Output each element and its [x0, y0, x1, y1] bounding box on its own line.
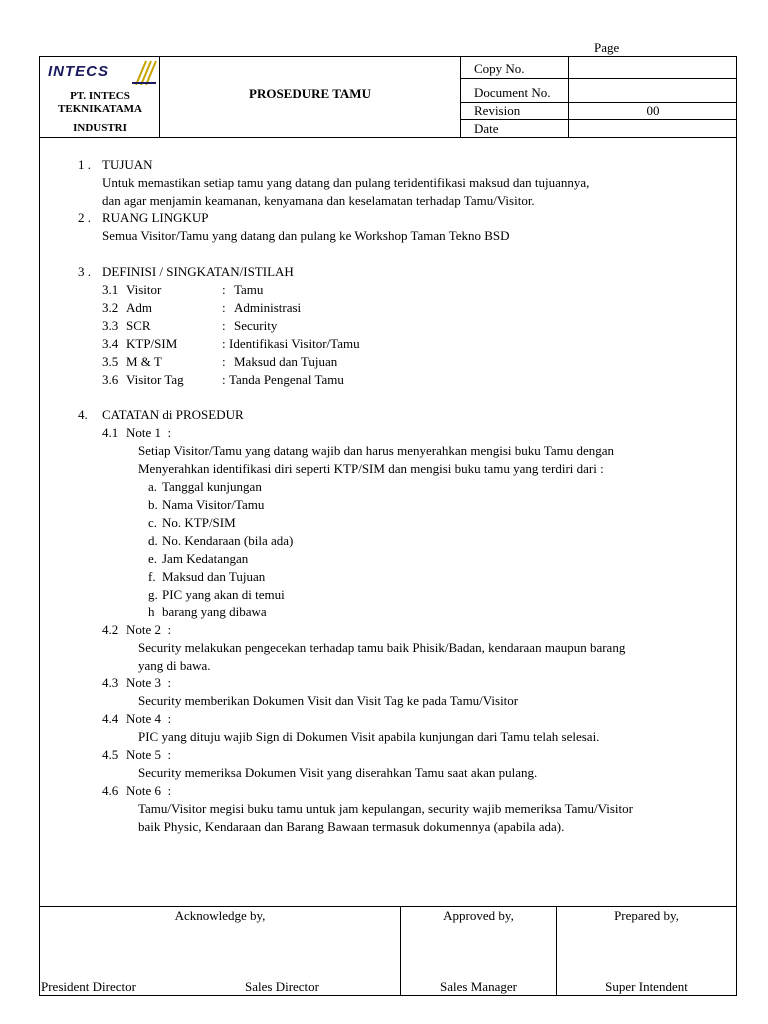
- note-text-line: Menyerahkan identifikasi diri seperti KTP/SIM dan mengisi buku tamu yang terdiri dari :: [138, 461, 604, 476]
- note-text-line: Security melakukan pengecekan terhadap tamu baik Phisik/Badan, kendaraan maupun barang: [138, 640, 626, 655]
- section-2-text-line-1: Semua Visitor/Tamu yang datang dan pulang ke Workshop Taman Tekno BSD: [102, 228, 510, 243]
- definition-text: Security: [234, 318, 278, 333]
- note-text-line: Tamu/Visitor megisi buku tamu untuk jam kepulangan, security wajib memeriksa Tamu/Visitor: [138, 801, 633, 816]
- list-item-marker: d.: [148, 533, 158, 548]
- list-item-text: Nama Visitor/Tamu: [162, 497, 265, 512]
- company-name-line-1: PT. INTECS: [70, 90, 130, 102]
- list-item-marker: f.: [148, 569, 156, 584]
- note-number: 4.2: [102, 622, 119, 637]
- list-item-text: PIC yang akan di temui: [162, 587, 285, 602]
- meta-copy-label: Copy No.: [474, 61, 525, 76]
- definition-term: SCR: [126, 318, 151, 333]
- header-title-divider: [460, 56, 461, 138]
- prepared-by-label: Prepared by,: [614, 908, 679, 923]
- definition-separator: :: [222, 282, 226, 297]
- note-label: Note 5 :: [126, 747, 172, 762]
- company-name-line-3: INDUSTRI: [73, 122, 127, 134]
- list-item-marker: h: [148, 604, 155, 619]
- meta-revision-value: 00: [646, 103, 660, 118]
- list-item-marker: a.: [148, 479, 158, 494]
- section-1-number: 1 .: [78, 157, 91, 172]
- definition-number: 3.6: [102, 372, 119, 387]
- section-3-title: DEFINISI / SINGKATAN/ISTILAH: [102, 264, 294, 279]
- company-logo: [44, 59, 160, 87]
- note-number: 4.6: [102, 783, 119, 798]
- definition-text: Identifikasi Visitor/Tamu: [229, 336, 360, 351]
- signatory-president-director: President Director: [41, 979, 136, 994]
- note-number: 4.5: [102, 747, 119, 762]
- note-text-line: baik Physic, Kendaraan dan Barang Bawaan termasuk dokumennya (apabila ada).: [138, 819, 565, 834]
- note-number: 4.4: [102, 711, 119, 726]
- footer-top-line: [39, 906, 737, 907]
- note-label: Note 1 :: [126, 425, 172, 440]
- list-item-text: No. KTP/SIM: [162, 515, 236, 530]
- definition-number: 3.2: [102, 300, 119, 315]
- definition-term: Visitor: [126, 282, 162, 297]
- logo-wordmark: INTECS: [48, 63, 110, 80]
- definition-separator: :: [222, 354, 226, 369]
- list-item-text: Maksud dan Tujuan: [162, 569, 266, 584]
- acknowledge-by-label: Acknowledge by,: [174, 908, 266, 923]
- header-meta-divider: [568, 56, 569, 138]
- list-item-marker: c.: [148, 515, 158, 530]
- header-bottom-line: [39, 137, 737, 138]
- list-item-text: No. Kendaraan (bila ada): [162, 533, 294, 548]
- list-item-text: barang yang dibawa: [162, 604, 267, 619]
- definition-term: KTP/SIM: [126, 336, 178, 351]
- approved-by-label: Approved by,: [443, 908, 514, 923]
- meta-revision-label: Revision: [474, 103, 521, 118]
- section-4-number: 4.: [78, 407, 88, 422]
- signatory-sales-director: Sales Director: [245, 979, 320, 994]
- note-text-line: yang di bawa.: [138, 658, 211, 673]
- signatory-sales-manager: Sales Manager: [440, 979, 517, 994]
- definition-term: Adm: [126, 300, 152, 315]
- list-item-marker: e.: [148, 551, 158, 566]
- section-2-title: RUANG LINGKUP: [102, 210, 209, 225]
- page-label: Page: [594, 40, 620, 55]
- note-label: Note 6 :: [126, 783, 172, 798]
- section-1-text-line-2: dan agar menjamin keamanan, kenyamana dan keselamatan terhadap Tamu/Visitor.: [102, 193, 535, 208]
- document-title: PROSEDURE TAMU: [249, 86, 371, 101]
- definition-separator: :: [222, 300, 226, 315]
- meta-row-line-1: [460, 78, 737, 79]
- note-label: Note 2 :: [126, 622, 172, 637]
- border-left: [39, 56, 40, 996]
- signatory-super-intendent: Super Intendent: [605, 979, 688, 994]
- definition-text: Tanda Pengenal Tamu: [229, 372, 344, 387]
- note-text-line: PIC yang dituju wajib Sign di Dokumen Visit apabila kunjungan dari Tamu telah selesai.: [138, 729, 600, 744]
- list-item-text: Jam Kedatangan: [162, 551, 249, 566]
- note-text-line: Security memeriksa Dokumen Visit yang diserahkan Tamu saat akan pulang.: [138, 765, 538, 780]
- section-4-title: CATATAN di PROSEDUR: [102, 407, 244, 422]
- definition-term: M & T: [126, 354, 162, 369]
- company-name-line-2: TEKNIKATAMA: [58, 103, 142, 115]
- definition-term: Visitor Tag: [126, 372, 184, 387]
- note-label: Note 3 :: [126, 675, 172, 690]
- border-right: [736, 56, 737, 996]
- definition-separator: :: [222, 336, 226, 351]
- meta-date-label: Date: [474, 121, 499, 136]
- definition-text: Maksud dan Tujuan: [234, 354, 338, 369]
- border-bottom: [39, 995, 737, 996]
- definition-number: 3.1: [102, 282, 119, 297]
- logo-stripes-icon: [132, 59, 158, 85]
- note-number: 4.1: [102, 425, 119, 440]
- section-3-number: 3 .: [78, 264, 91, 279]
- meta-row-line-3: [460, 119, 737, 120]
- list-item-text: Tanggal kunjungan: [162, 479, 262, 494]
- section-1-text-line-1: Untuk memastikan setiap tamu yang datang dan pulang teridentifikasi maksud dan tujuannya,: [102, 175, 590, 190]
- border-top: [39, 56, 737, 57]
- list-item-marker: g.: [148, 587, 158, 602]
- definition-text: Tamu: [234, 282, 264, 297]
- section-2-number: 2 .: [78, 210, 91, 225]
- definition-text: Administrasi: [234, 300, 302, 315]
- definition-number: 3.5: [102, 354, 119, 369]
- note-text-line: Security memberikan Dokumen Visit dan Visit Tag ke pada Tamu/Visitor: [138, 693, 519, 708]
- meta-document-label: Document No.: [474, 85, 551, 100]
- definition-separator: :: [222, 318, 226, 333]
- definition-number: 3.3: [102, 318, 119, 333]
- note-number: 4.3: [102, 675, 119, 690]
- note-text-line: Setiap Visitor/Tamu yang datang wajib dan harus menyerahkan mengisi buku Tamu dengan: [138, 443, 615, 458]
- list-item-marker: b.: [148, 497, 158, 512]
- definition-number: 3.4: [102, 336, 119, 351]
- section-1-title: TUJUAN: [102, 157, 153, 172]
- note-label: Note 4 :: [126, 711, 172, 726]
- definition-separator: :: [222, 372, 226, 387]
